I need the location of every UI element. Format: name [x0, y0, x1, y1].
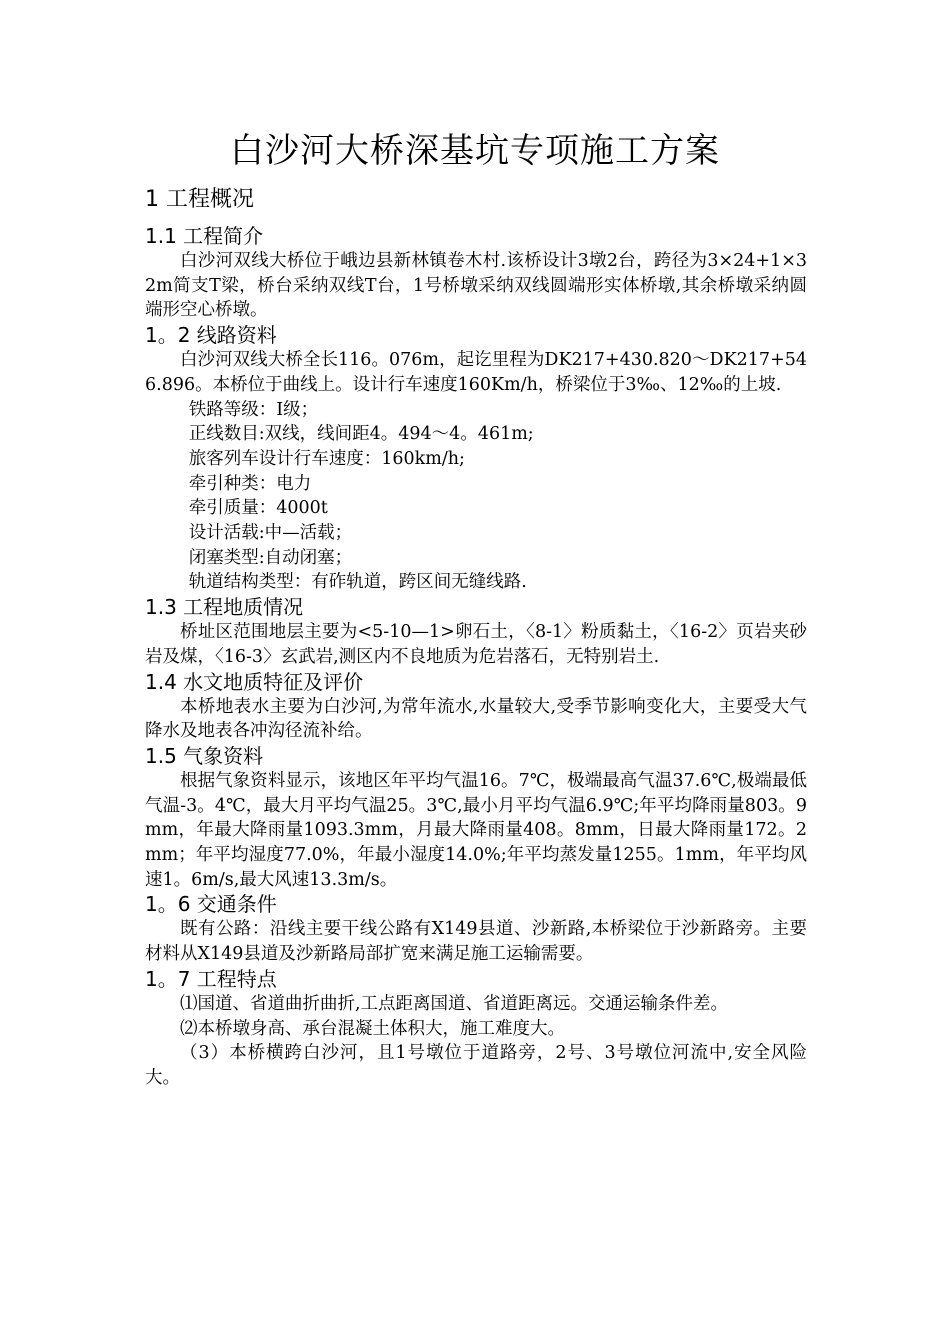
- page-title: 白沙河大桥深基坑专项施工方案: [230, 131, 720, 171]
- section-heading-1-2: 1。2 线路资料: [145, 323, 277, 348]
- paragraph-hydrology: 本桥地表水主要为白沙河,为常年流水,水量较大,受季节影响变化大，主要受大气降水及地表各冲沟径流补给。: [145, 696, 807, 742]
- route-item-design-load: 设计活载:中—活载；: [188, 523, 353, 544]
- section-heading-1-6: 1。6 交通条件: [145, 892, 277, 917]
- route-item-traction-type: 牵引种类：电力: [188, 473, 312, 494]
- route-item-passenger-speed: 旅客列车设计行车速度：160km/h;: [188, 448, 465, 469]
- section-heading-1-4: 1.4 水文地质特征及评价: [145, 669, 364, 694]
- paragraph-climate: 根据气象资料显示，该地区年平均气温16。7℃，极端最高气温37.6℃,极端最低气温-3。4℃，最大月平均气温25。3℃,最小月平均气温6.9℃;年平均降雨量803。9mm，年最大降雨量1093.3mm，月最大降雨量408。8mm，日最大降雨量172。2mm；年平均湿度77.0%，年最小湿度14.0%;年平均蒸发量1255。1mm，年平均风速1。6m/s,最大风速13.3m/s。: [145, 770, 807, 890]
- section-heading-1-1: 1.1 工程简介: [145, 224, 264, 248]
- paragraph-project-intro: 白沙河双线大桥位于峨边县新林镇卷木村.该桥设计3墩2台，跨径为3×24+1×32m简支T梁，桥台采纳双线T台，1号桥墩采纳双线圆端形实体桥墩,其余桥墩采纳圆端形空心桥墩。: [145, 251, 807, 321]
- paragraph-route-info: 白沙河双线大桥全长116。076m，起讫里程为DK217+430.820～DK217+546.896。本桥位于曲线上。设计行车速度160Km/h，桥梁位于3‰、12‰的上坡.: [145, 350, 807, 395]
- paragraph-traffic: 既有公路：沿线主要干线公路有X149县道、沙新路,本桥梁位于沙新路旁。主要材料从X149县道及沙新路局部扩宽来满足施工运输需要。: [145, 919, 807, 965]
- document-body: [145, 184, 807, 1091]
- paragraph-feature-2: ⑵本桥墩身高、承台混凝土体积大，施工难度大。: [180, 1018, 565, 1039]
- section-heading-1-5: 1.5 气象资料: [145, 743, 264, 768]
- route-item-main-lines: 正线数目:双线，线间距4。494～4。461m;: [188, 424, 534, 445]
- section-heading-1-3: 1.3 工程地质情况: [145, 595, 304, 620]
- section-heading-1: 1 工程概况: [145, 187, 254, 212]
- section-heading-1-7: 1。7 工程特点: [145, 966, 277, 991]
- paragraph-feature-3: （3）本桥横跨白沙河，且1号墩位于道路旁，2号、3号墩位河流中,安全风险大。: [145, 1043, 807, 1088]
- route-item-traction-mass: 牵引质量：4000t: [188, 498, 328, 519]
- route-item-block-type: 闭塞类型:自动闭塞；: [188, 547, 353, 568]
- paragraph-feature-1: ⑴国道、省道曲折曲折,工点距离国道、省道距离远。交通运输条件差。: [180, 993, 729, 1014]
- route-item-railway-grade: 铁路等级：Ⅰ级；: [188, 399, 319, 420]
- paragraph-geology: 桥址区范围地层主要为<5-10—1>卵石土，〈8-1〉粉质黏土，〈16-2〉页岩夹砂岩及煤，〈16-3〉玄武岩,测区内不良地质为危岩落石，无特别岩土.: [145, 622, 807, 667]
- route-item-track-structure: 轨道结构类型：有砟轨道，跨区间无缝线路.: [188, 572, 527, 593]
